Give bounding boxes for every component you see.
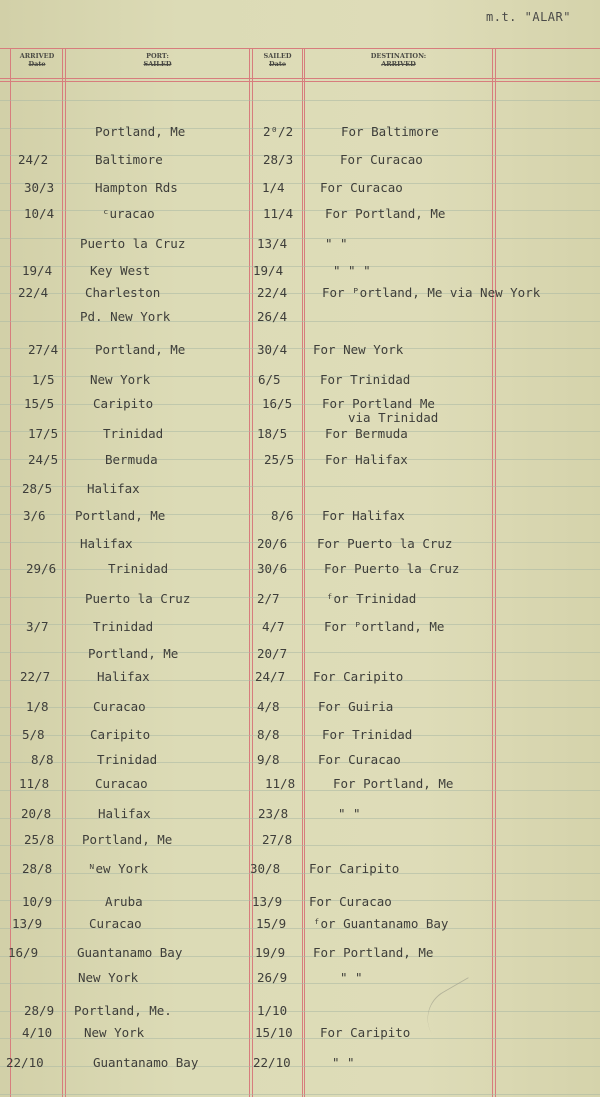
cell-port: Puerto la Cruz: [80, 236, 186, 251]
cell-destination: For Baltimore: [341, 124, 439, 139]
ruling-line: [0, 100, 600, 101]
cell-sailed: 1/4: [262, 180, 285, 195]
cell-port: Guantanamo Bay: [77, 945, 183, 960]
cell-arrived: 20/8: [21, 806, 52, 821]
ruling-line: [0, 128, 600, 129]
cell-port: Guantanamo Bay: [93, 1055, 199, 1070]
paper-tear: [416, 977, 483, 1034]
cell-arrived: 4/10: [22, 1025, 53, 1040]
cell-destination: ᶠor Trinidad: [326, 591, 417, 606]
cell-sailed: 11/8: [265, 776, 296, 791]
cell-destination: " " ": [333, 263, 371, 278]
ship-name: m.t. "ALAR": [486, 10, 571, 24]
cell-destination: For Curacao: [320, 180, 403, 195]
ruling-line: [0, 762, 600, 763]
cell-arrived: 5/8: [22, 727, 45, 742]
cell-arrived: 30/3: [24, 180, 55, 195]
cell-sailed: 16/5: [262, 396, 293, 411]
ruling-line: [0, 707, 600, 708]
cell-port: Hampton Rds: [95, 180, 178, 195]
ruling-line: [0, 1094, 600, 1095]
cell-sailed: 25/5: [264, 452, 295, 467]
cell-arrived: 22/4: [18, 285, 49, 300]
column-rule: [62, 48, 63, 1097]
cell-destination: For Portland, Me: [333, 776, 454, 791]
cell-sailed: 1/10: [257, 1003, 288, 1018]
cell-arrived: 19/4: [22, 263, 53, 278]
ruling-line: [0, 155, 600, 156]
cell-port: ᶜuracao: [102, 206, 155, 221]
cell-port: New York: [84, 1025, 145, 1040]
cell-port: New York: [78, 970, 139, 985]
cell-port: Caripito: [93, 396, 154, 411]
ruling-line: [0, 459, 600, 460]
cell-port: Curacao: [89, 916, 142, 931]
cell-arrived: 11/8: [19, 776, 50, 791]
cell-destination: " ": [332, 1055, 355, 1070]
cell-destination: For Trinidad: [322, 727, 413, 742]
cell-sailed: 2/7: [257, 591, 280, 606]
cell-destination: For ᴾortland, Me: [324, 619, 445, 634]
cell-arrived: 22/10: [6, 1055, 44, 1070]
cell-destination: For Caripito: [313, 669, 404, 684]
cell-port: Halifax: [87, 481, 140, 496]
cell-destination: via Trinidad: [348, 410, 439, 425]
cell-sailed: 13/4: [257, 236, 288, 251]
ruling-line: [0, 900, 600, 901]
cell-port: Baltimore: [95, 152, 163, 167]
cell-destination: For Portland Me: [322, 396, 435, 411]
cell-port: Caripito: [90, 727, 151, 742]
column-rule: [252, 48, 253, 1097]
cell-sailed: 8/6: [271, 508, 294, 523]
cell-destination: For Bermuda: [325, 426, 408, 441]
cell-arrived: 1/8: [26, 699, 49, 714]
cell-port: Trinidad: [108, 561, 169, 576]
ruling-line: [0, 210, 600, 211]
cell-arrived: 28/9: [24, 1003, 55, 1018]
cell-sailed: 30/8: [250, 861, 281, 876]
cell-port: Trinidad: [97, 752, 158, 767]
ruling-line: [0, 569, 600, 570]
cell-sailed: 4/8: [257, 699, 280, 714]
cell-port: Key West: [90, 263, 151, 278]
cell-sailed: 30/6: [257, 561, 288, 576]
cell-arrived: 3/7: [26, 619, 49, 634]
cell-port: Portland, Me: [75, 508, 166, 523]
ruling-line: [0, 183, 600, 184]
cell-arrived: 29/6: [26, 561, 57, 576]
cell-port: Portland, Me: [95, 342, 186, 357]
header-destination: DESTINATION: ARRIVED: [370, 52, 427, 68]
cell-port: Portland, Me: [82, 832, 173, 847]
cell-port: Portland, Me.: [74, 1003, 172, 1018]
ruling-line: [0, 431, 600, 432]
cell-port: Puerto la Cruz: [85, 591, 191, 606]
cell-destination: For Puerto la Cruz: [324, 561, 460, 576]
cell-sailed: 11/4: [263, 206, 294, 221]
header-rule: [0, 48, 600, 49]
cell-port: Trinidad: [103, 426, 164, 441]
cell-destination: For Trinidad: [320, 372, 411, 387]
cell-arrived: 27/4: [28, 342, 59, 357]
cell-sailed: 20/7: [257, 646, 288, 661]
cell-sailed: 4/7: [262, 619, 285, 634]
cell-sailed: 22/10: [253, 1055, 291, 1070]
cell-sailed: 28/3: [263, 152, 294, 167]
cell-destination: For Halifax: [325, 452, 408, 467]
cell-arrived: 17/5: [28, 426, 59, 441]
cell-destination: For Halifax: [322, 508, 405, 523]
header-rule: [0, 78, 600, 79]
cell-sailed: 19/4: [253, 263, 284, 278]
cell-arrived: 13/9: [12, 916, 43, 931]
cell-arrived: 24/5: [28, 452, 59, 467]
column-rule: [65, 48, 66, 1097]
header-port: PORT: SAILED: [143, 52, 172, 68]
cell-sailed: 2⁰/2: [263, 124, 294, 139]
cell-destination: For Curacao: [318, 752, 401, 767]
cell-destination: For Portland, Me: [313, 945, 434, 960]
cell-port: Portland, Me: [88, 646, 179, 661]
cell-destination: For Curacao: [309, 894, 392, 909]
cell-arrived: 3/6: [23, 508, 46, 523]
column-rule: [495, 48, 496, 1097]
cell-destination: For Puerto la Cruz: [317, 536, 453, 551]
cell-destination: For Caripito: [309, 861, 400, 876]
cell-destination: For Curacao: [340, 152, 423, 167]
cell-destination: " ": [325, 236, 348, 251]
cell-destination: " ": [340, 970, 363, 985]
cell-sailed: 23/8: [258, 806, 289, 821]
cell-sailed: 6/5: [258, 372, 281, 387]
column-rule: [492, 48, 493, 1097]
cell-port: Halifax: [80, 536, 133, 551]
cell-destination: " ": [338, 806, 361, 821]
column-rule: [249, 48, 250, 1097]
cell-destination: For Portland, Me: [325, 206, 446, 221]
cell-destination: ᶠor Guantanamo Bay: [313, 916, 449, 931]
cell-port: ᴺew York: [88, 861, 149, 876]
cell-port: Halifax: [98, 806, 151, 821]
cell-destination: For ᴾortland, Me via New York: [322, 285, 541, 300]
cell-sailed: 27/8: [262, 832, 293, 847]
cell-sailed: 30/4: [257, 342, 288, 357]
cell-sailed: 19/9: [255, 945, 286, 960]
ruling-line: [0, 404, 600, 405]
cell-sailed: 26/9: [257, 970, 288, 985]
cell-sailed: 15/10: [255, 1025, 293, 1040]
ruling-line: [0, 790, 600, 791]
cell-arrived: 1/5: [32, 372, 55, 387]
cell-port: Bermuda: [105, 452, 158, 467]
cell-arrived: 10/9: [22, 894, 53, 909]
cell-sailed: 26/4: [257, 309, 288, 324]
ruling-line: [0, 1066, 600, 1067]
cell-port: Halifax: [97, 669, 150, 684]
header-sailed: SAILED Date: [263, 52, 292, 68]
ruling-line: [0, 624, 600, 625]
cell-arrived: 16/9: [8, 945, 39, 960]
cell-sailed: 18/5: [257, 426, 288, 441]
cell-arrived: 24/2: [18, 152, 49, 167]
ruling-line: [0, 818, 600, 819]
cell-sailed: 24/7: [255, 669, 286, 684]
cell-arrived: 10/4: [24, 206, 55, 221]
cell-port: Curacao: [93, 699, 146, 714]
cell-arrived: 25/8: [24, 832, 55, 847]
cell-sailed: 20/6: [257, 536, 288, 551]
cell-sailed: 15/9: [256, 916, 287, 931]
cell-arrived: 28/8: [22, 861, 53, 876]
cell-arrived: 15/5: [24, 396, 55, 411]
cell-sailed: 13/9: [252, 894, 283, 909]
cell-arrived: 8/8: [31, 752, 54, 767]
cell-destination: For Caripito: [320, 1025, 411, 1040]
cell-sailed: 9/8: [257, 752, 280, 767]
ruling-line: [0, 680, 600, 681]
cell-sailed: 22/4: [257, 285, 288, 300]
header-arrived: ARRIVED Date: [19, 52, 55, 68]
cell-port: Charleston: [85, 285, 161, 300]
cell-sailed: 8/8: [257, 727, 280, 742]
column-rule: [302, 48, 303, 1097]
cell-arrived: 28/5: [22, 481, 53, 496]
cell-destination: For New York: [313, 342, 404, 357]
cell-port: Pd. New York: [80, 309, 171, 324]
ruling-line: [0, 348, 600, 349]
cell-port: Curacao: [95, 776, 148, 791]
cell-port: Portland, Me: [95, 124, 186, 139]
cell-port: Aruba: [105, 894, 143, 909]
cell-destination: For Guiria: [318, 699, 394, 714]
cell-arrived: 22/7: [20, 669, 51, 684]
cell-port: Trinidad: [93, 619, 154, 634]
cell-port: New York: [90, 372, 151, 387]
column-rule: [304, 48, 305, 1097]
column-rule: [10, 48, 11, 1097]
header-rule: [0, 81, 600, 82]
